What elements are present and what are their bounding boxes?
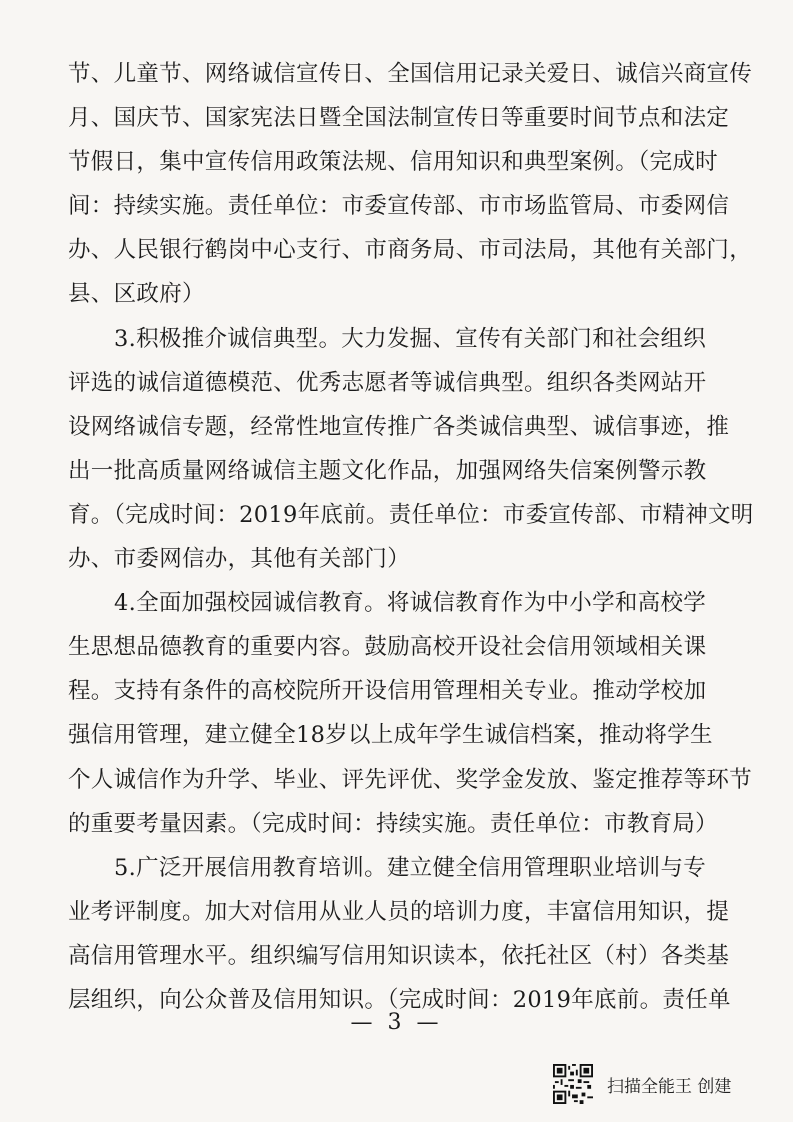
text-line: 育。（完成时间：2019年底前。责任单位：市委宣传部、市精神文明 xyxy=(68,501,754,528)
text-line: 层组织，向公众普及信用知识。（完成时间：2019年底前。责任单 xyxy=(68,986,731,1013)
scanner-credit-text: 扫描全能王 创建 xyxy=(607,1076,732,1097)
text-line: 办、人民银行鹤岗中心支行、市商务局、市司法局，其他有关部门， xyxy=(68,237,753,264)
text-line: 评选的诚信道德模范、优秀志愿者等诚信典型。组织各类网站开 xyxy=(68,369,707,396)
paragraph-first-line: 5.广泛开展信用教育培训。建立健全信用管理职业培训与专 xyxy=(114,854,707,881)
text-line: 生思想品德教育的重要内容。鼓励高校开设社会信用领域相关课 xyxy=(68,634,707,661)
paragraph-first-line: 3.积极推介诚信典型。大力发掘、宣传有关部门和社会组织 xyxy=(114,325,707,352)
text-line: 业考评制度。加大对信用从业人员的培训力度，丰富信用知识，提 xyxy=(68,898,730,925)
text-line: 县、区政府） xyxy=(68,281,205,308)
text-line: 月、国庆节、国家宪法日暨全国法制宣传日等重要时间节点和法定 xyxy=(68,105,730,132)
text-line: 个人诚信作为升学、毕业、评先评优、奖学金发放、鉴定推荐等环节 xyxy=(68,766,753,793)
scanner-watermark xyxy=(553,1062,731,1106)
text-line: 设网络诚信专题，经常性地宣传推广各类诚信典型、诚信事迹，推 xyxy=(68,413,730,440)
text-line: 节假日，集中宣传信用政策法规、信用知识和典型案例。（完成时 xyxy=(68,149,718,176)
text-line: 节、儿童节、网络诚信宣传日、全国信用记录关爱日、诚信兴商宣传 xyxy=(68,61,753,87)
paragraph-first-line: 4.全面加强校园诚信教育。将诚信教育作为中小学和高校学 xyxy=(114,590,707,617)
page-number: — 3 — xyxy=(350,1010,443,1035)
text-line: 办、市委网信办，其他有关部门） xyxy=(68,546,411,573)
text-line: 的重要考量因素。（完成时间：持续实施。责任单位：市教育局） xyxy=(68,810,718,837)
text-line: 间：持续实施。责任单位：市委宣传部、市市场监管局、市委网信 xyxy=(68,193,730,220)
qr-code-icon xyxy=(553,1064,593,1104)
text-line: 出一批高质量网络诚信主题文化作品，加强网络失信案例警示教 xyxy=(68,457,707,484)
text-line: 强信用管理，建立健全18岁以上成年学生诚信档案，推动将学生 xyxy=(68,722,713,749)
text-line: 高信用管理水平。组织编写信用知识读本，依托社区（村）各类基 xyxy=(68,942,730,969)
document-body xyxy=(68,52,754,1022)
text-line: 程。支持有条件的高校院所开设信用管理相关专业。推动学校加 xyxy=(68,678,707,705)
